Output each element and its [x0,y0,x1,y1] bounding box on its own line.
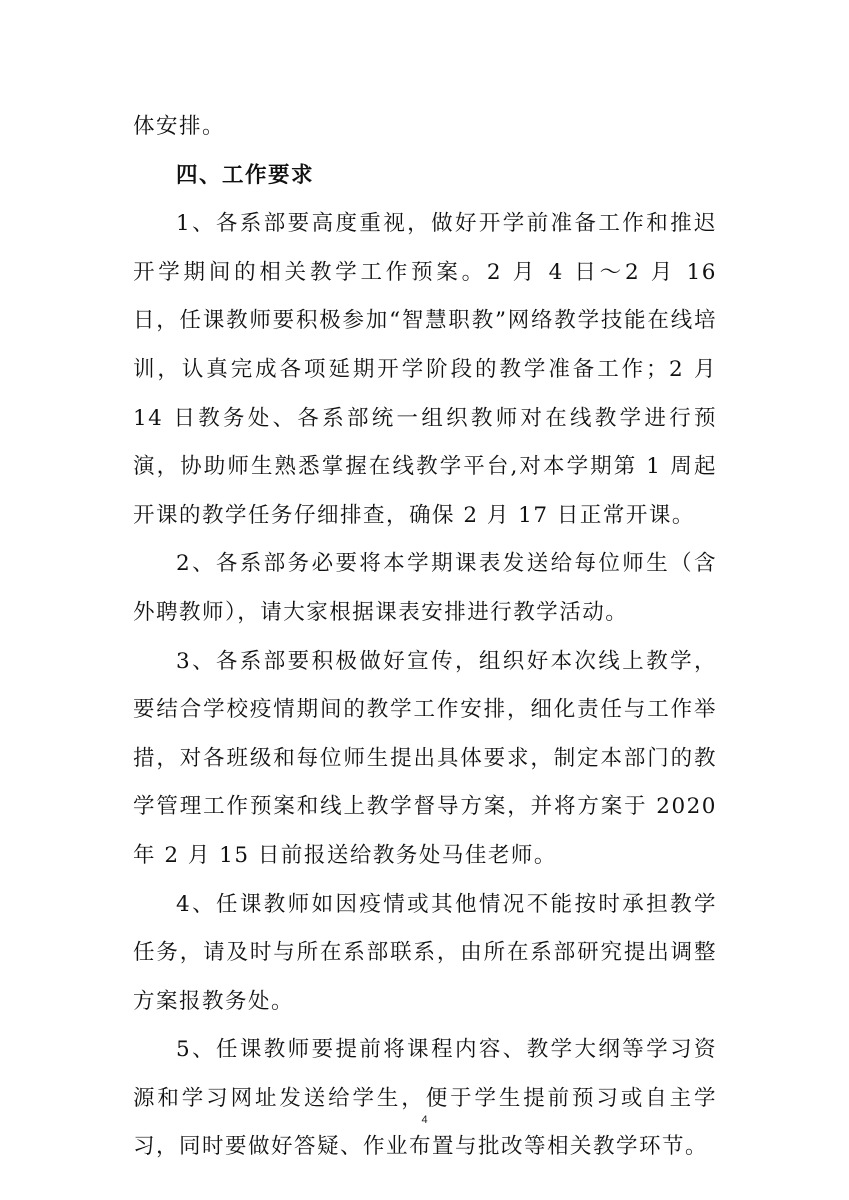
page-number: 4 [421,1114,428,1126]
paragraph-requirement-3: 3、各系部要积极做好宣传，组织好本次线上教学，要结合学校疫情期间的教学工作安排，细化责任与工作举措，对各班级和每位师生提出具体要求，制定本部门的教学管理工作预案和线上教学督导方案，并将方案于 2020 年 2 月 15 日前报送给教务处马佳老师。 [133,648,717,868]
paragraph-requirement-4: 4、任课教师如因疫情或其他情况不能按时承担教学任务，请及时与所在系部联系，由所在系部研究提出调整方案报教务处。 [133,891,717,1014]
paragraph-requirement-2: 2、各系部务必要将本学期课表发送给每位师生（含外聘教师），请大家根据课表安排进行教学活动。 [133,551,717,625]
paragraph-requirement-1: 1、各系部要高度重视，做好开学前准备工作和推迟开学期间的相关教学工作预案。2 月 4 日～2 月 16 日，任课教师要积极参加“智慧职教”网络教学技能在线培训，认真完成各项延期开学阶段的教学准备工作；2 月 14 日教务处、各系部统一组织教师对在线教学进行预演，协助师生熟悉掌握在线教学平台,对本学期第 1 周起开课的教学任务仔细排查，确保 2 月 17 日正常开课。 [133,211,718,528]
paragraph-requirement-5: 5、任课教师要提前将课程内容、教学大纲等学习资源和学习网址发送给学生，便于学生提前预习或自主学习，同时要做好答疑、作业布置与批改等相关教学环节。 [133,1037,717,1160]
section-heading: 四、工作要求 [176,162,315,188]
document-body [133,103,717,1172]
paragraph-continuation: 体安排。 [133,114,226,139]
